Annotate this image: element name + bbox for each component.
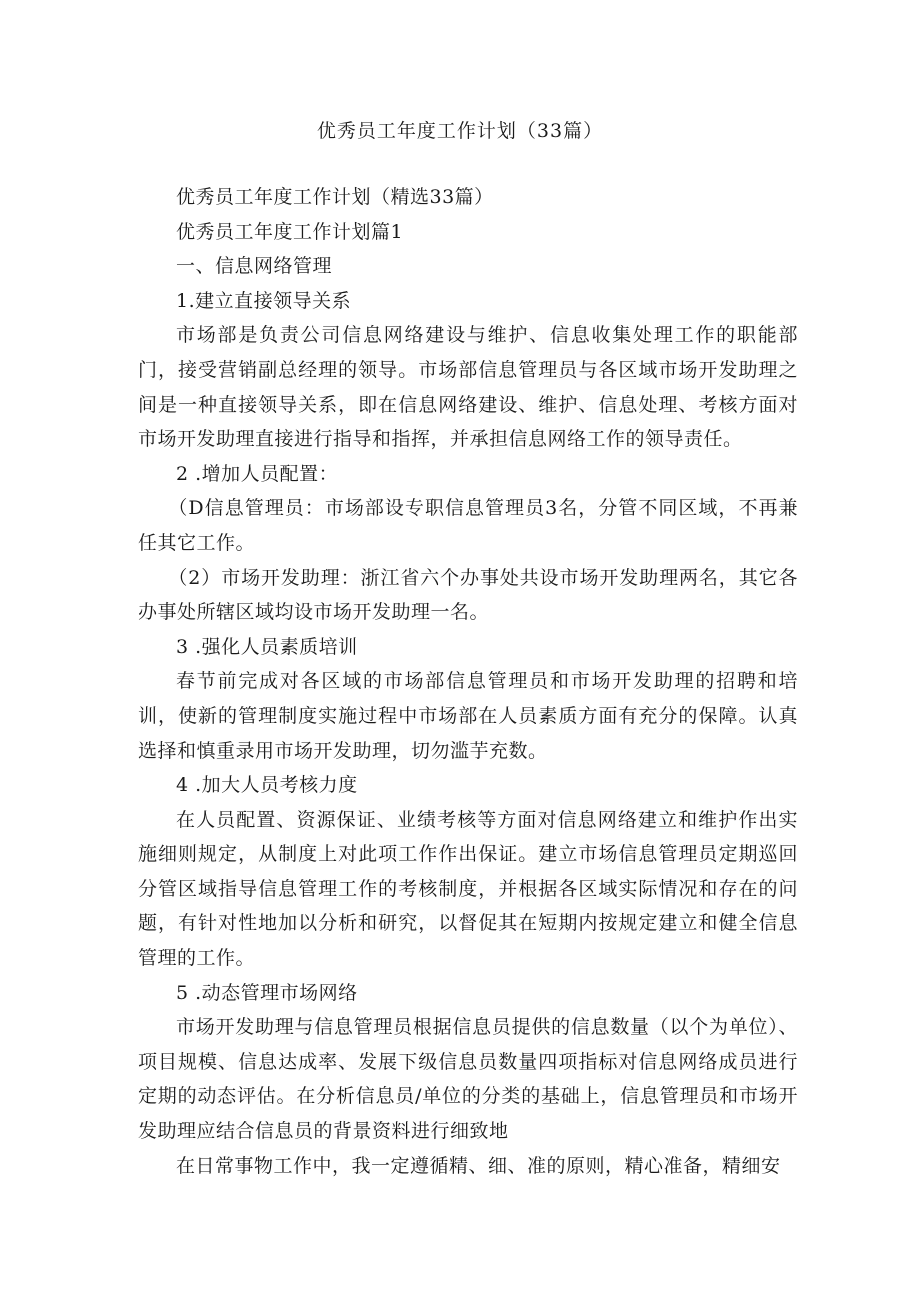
- paragraph-body: 春节前完成对各区域的市场部信息管理员和市场开发助理的招聘和培训，使新的管理制度实施过程中市场部在人员素质方面有充分的保障。认真选择和慎重录用市场开发助理，切勿滥芋充数。: [138, 670, 798, 762]
- paragraph-subtitle: 优秀员工年度工作计划（精选33篇）: [176, 186, 494, 208]
- document-title: 优秀员工年度工作计划（33篇）: [316, 120, 604, 142]
- paragraph-heading-5: 5 .动态管理市场网络: [176, 981, 358, 1004]
- paragraph-heading-1: 1.建立直接领导关系: [176, 289, 352, 312]
- paragraph-body: 市场部是负责公司信息网络建设与维护、信息收集处理工作的职能部门，接受营销副总经理的领导。市场部信息管理员与各区域市场开发助理之间是一种直接领导关系，即在信息网络建设、维护、信息处理、考核方面对市场开发助理直接进行指导和指挥，并承担信息网络工作的领导责任。: [138, 324, 798, 451]
- paragraph-section-heading: 优秀员工年度工作计划篇1: [176, 220, 404, 243]
- paragraph-body: （D信息管理员：市场部设专职信息管理员3名，分管不同区域，不再兼任其它工作。: [138, 497, 798, 554]
- paragraph-heading-4: 4 .加大人员考核力度: [176, 774, 358, 797]
- paragraph-heading-3: 3 .强化人员素质培训: [176, 635, 358, 658]
- paragraph-heading-2: 2 .增加人员配置：: [176, 462, 339, 485]
- paragraph-body: 在人员配置、资源保证、业绩考核等方面对信息网络建立和维护作出实施细则规定，从制度上对此项工作作出保证。建立市场信息管理员定期巡回分管区域指导信息管理工作的考核制度，并根据各区域实际情况和存在的问题，有针对性地加以分析和研究，以督促其在短期内按规定建立和健全信息管理的工作。: [138, 808, 798, 970]
- paragraph-body: 市场开发助理与信息管理员根据信息员提供的信息数量（以个为单位）、项目规模、信息达成率、发展下级信息员数量四项指标对信息网络成员进行定期的动态评估。在分析信息员/单位的分类的基础上，信息管理员和市场开发助理应结合信息员的背景资料进行细致地: [138, 1016, 798, 1143]
- paragraph-heading-network: 一、信息网络管理: [176, 255, 333, 278]
- paragraph-body: （2）市场开发助理：浙江省六个办事处共设市场开发助理两名，其它各办事处所辖区域均设市场开发助理一名。: [138, 566, 798, 624]
- document-body: [138, 180, 798, 1183]
- paragraph-body: 在日常事物工作中，我一定遵循精、细、准的原则，精心准备，精细安: [176, 1154, 781, 1177]
